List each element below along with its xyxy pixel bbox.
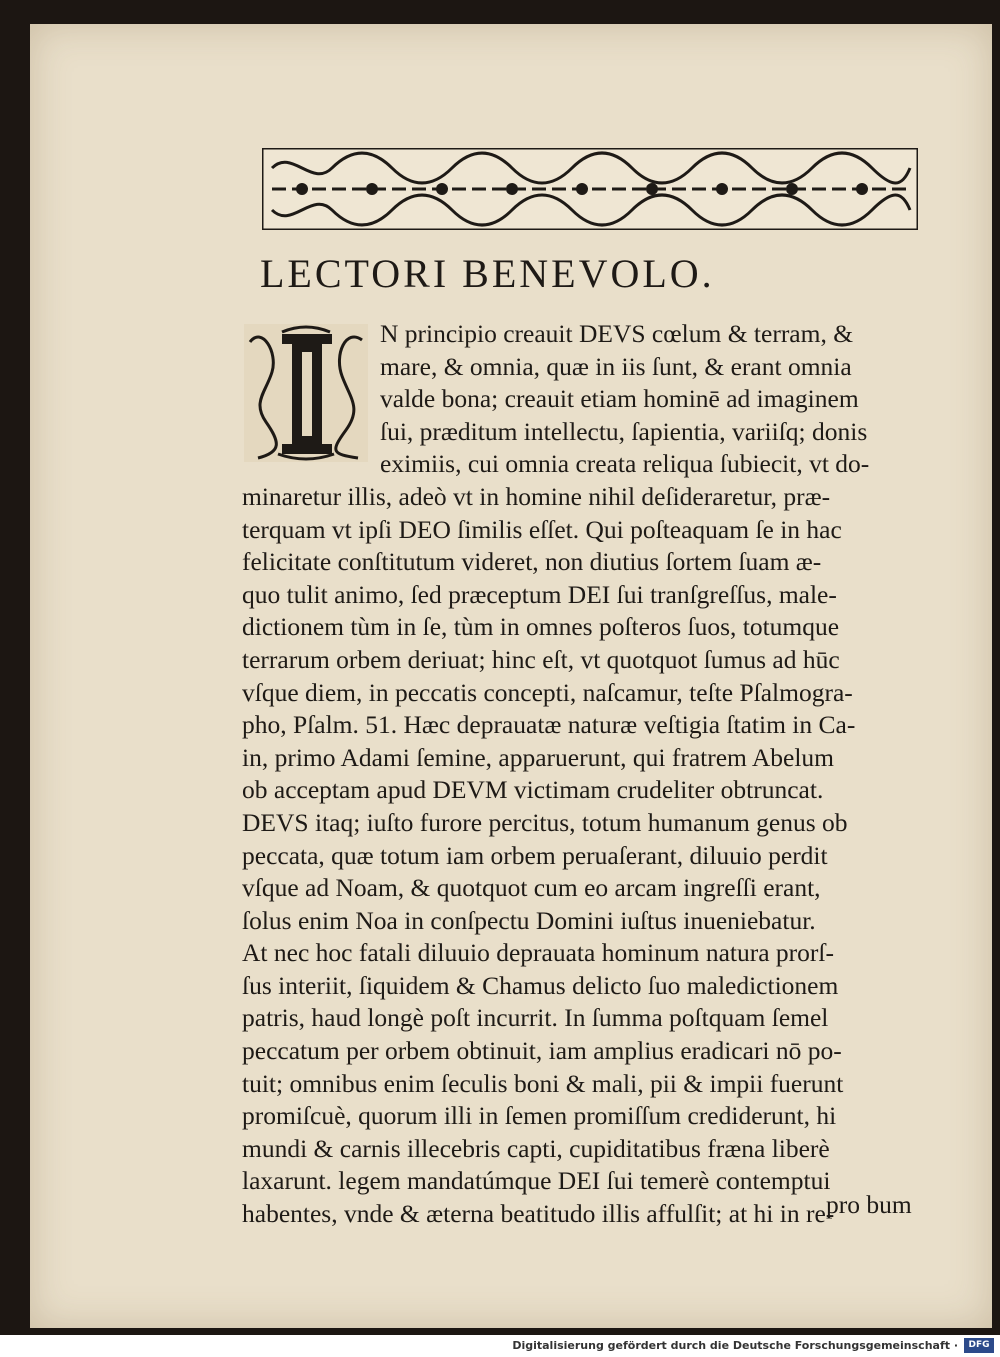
text-line: quo tulit animo, ſed præceptum DEI ſui tranſgreſſus, male-: [242, 579, 837, 609]
text-line: felicitate conſtitutum videret, non diutius ſortem ſuam æ-: [242, 547, 822, 577]
body-text: [242, 318, 922, 1231]
footer-bar: [0, 1335, 1000, 1357]
text-line: patris, haud longè poſt incurrit. In ſumma poſtquam ſemel: [242, 1003, 829, 1033]
text-line: habentes, vnde & æterna beatitudo illis affulſit; at hi in re-: [242, 1199, 835, 1229]
dfg-logo-icon: DFG: [964, 1338, 994, 1353]
text-line: dictionem tùm in ſe, tùm in omnes poſteros ſuos, totumque: [242, 612, 840, 642]
text-line: terquam vt ipſi DEO ſimilis eſſet. Qui poſteaquam ſe in hac: [242, 514, 842, 544]
text-line: ob acceptam apud DEVM victimam crudeliter obtruncat.: [242, 775, 824, 805]
text-line: in, primo Adami ſemine, apparuerunt, qui fratrem Abelum: [242, 742, 835, 772]
text-line: peccata, quæ totum iam orbem peruaſerant, diluuio perdit: [242, 840, 828, 870]
text-line: vſque diem, in peccatis concepti, naſcamur, teſte Pſalmogra-: [242, 677, 853, 707]
text-line: ſui, præditum intellectu, ſapientia, variiſq; donis: [380, 416, 868, 446]
text-line: ſus interiit, ſiquidem & Chamus delicto ſuo maledictionem: [242, 970, 839, 1000]
text-line: mundi & carnis illecebris capti, cupiditatibus fræna liberè: [242, 1133, 830, 1163]
ornament-band-icon: [262, 148, 918, 230]
page-title: LECTORI BENEVOLO.: [260, 251, 715, 296]
text-line: At nec hoc fatali diluuio deprauata hominum natura prorſ-: [242, 938, 834, 968]
text-line: DEVS itaq; iuſto furore percitus, totum humanum genus ob: [242, 807, 848, 837]
text-line: vſque ad Noam, & quotquot cum eo arcam ingreſſi erant,: [242, 873, 821, 903]
text-line: mare, & omnia, quæ in iis ſunt, & erant omnia: [380, 351, 852, 381]
footer-credit: Digitalisierung gefördert durch die Deutsche Forschungsgemeinschaft ·: [512, 1339, 958, 1352]
text-line: laxarunt. legem mandatúmque DEI ſui temerè contemptui: [242, 1166, 831, 1196]
text-line: N principio creauit DEVS cœlum & terram, &: [380, 319, 854, 348]
catchword: pro bum: [826, 1190, 912, 1219]
text-line: pho, Pſalm. 51. Hæc deprauatæ naturæ veſtigia ſtatim in Ca-: [242, 710, 856, 740]
text-line: minaretur illis, adeò vt in homine nihil deſideraretur, præ-: [242, 481, 831, 511]
text-line: terrarum orbem deriuat; hinc eſt, vt quotquot ſumus ad hūc: [242, 644, 840, 674]
text-line: tuit; omnibus enim ſeculis boni & mali, pii & impii fuerunt: [242, 1068, 844, 1098]
text-line: eximiis, cui omnia creata reliqua ſubiecit, vt do-: [380, 449, 870, 479]
text-line: ſolus enim Noa in conſpectu Domini iuſtus inueniebatur.: [242, 905, 816, 935]
text-line: promiſcuè, quorum illi in ſemen promiſſum crediderunt, hi: [242, 1101, 837, 1131]
text-line: valde bona; creauit etiam hominē ad imaginem: [380, 384, 859, 414]
text-line: peccatum per orbem obtinuit, iam amplius eradicari nō po-: [242, 1036, 842, 1066]
